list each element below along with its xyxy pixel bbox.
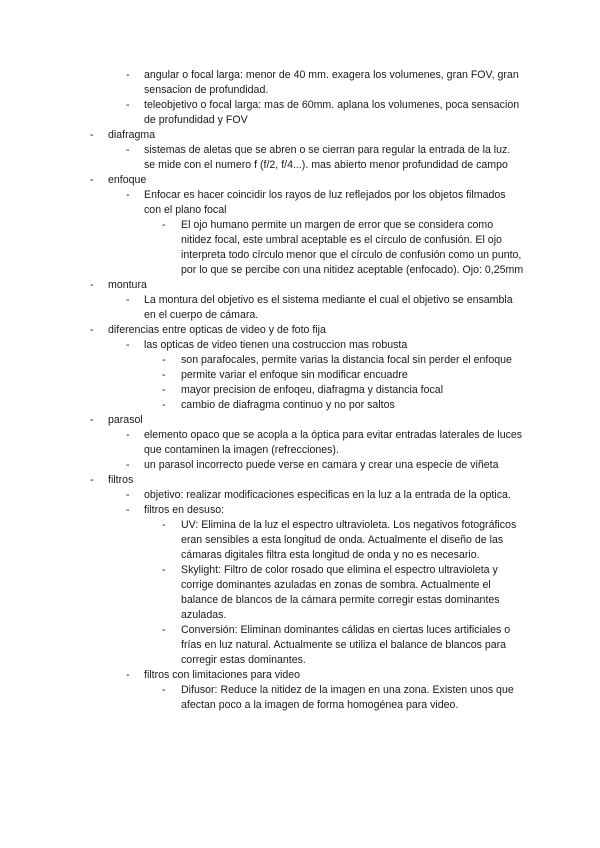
bullet-dash: - [90, 324, 94, 336]
bullet-dash: - [126, 669, 130, 681]
list-item [0, 293, 524, 323]
list-item-text: La montura del objetivo es el sistema mediante el cual el objetivo se ensambla en el cuerpo de cámara. [144, 294, 513, 321]
bullet-dash: - [90, 474, 94, 486]
bullet-dash: - [126, 489, 130, 501]
bullet-dash: - [162, 369, 166, 381]
bullet-dash: - [126, 69, 130, 81]
bullet-dash: - [162, 519, 166, 531]
section-heading: enfoque [108, 174, 147, 186]
bullet-dash: - [162, 219, 166, 231]
list-item [0, 353, 526, 368]
list-item [0, 683, 526, 713]
list-item-text: elemento opaco que se acopla a la óptica para evitar entradas laterales de luces que contaminen la imagen (refrecciones). [144, 429, 523, 456]
list-item [0, 488, 524, 503]
list-item [0, 458, 524, 473]
section-heading: parasol [108, 414, 143, 426]
list-item-text: El ojo humano permite un margen de error que se considera como nitidez focal, este umbral aceptable es el círculo de confusión. El ojo interpreta todo círculo menor que el círculo de confusión como un punto, por lo que se percibe con una nitidez aceptable (enfocado). Ojo: 0,25mm [181, 219, 524, 276]
section-heading: diafragma [108, 129, 156, 141]
section-heading: montura [108, 279, 147, 291]
list-item [0, 383, 526, 398]
list-item-text: filtros en desuso: [144, 504, 225, 516]
bullet-dash: - [90, 129, 94, 141]
bullet-dash: - [162, 564, 166, 576]
list-item [0, 323, 524, 338]
bullet-dash: - [126, 99, 130, 111]
bullet-dash: - [90, 279, 94, 291]
bullet-dash: - [126, 429, 130, 441]
list-item [0, 368, 526, 383]
list-item [0, 668, 524, 683]
bullet-dash: - [126, 144, 130, 156]
list-item-text: sistemas de aletas que se abren o se cierran para regular la entrada de la luz. se mide con el numero f (f/2, f/4...). mas abierto menor profundidad de campo [144, 144, 511, 171]
list-item-text: son parafocales, permite varias la distancia focal sin perder el enfoque [181, 354, 512, 366]
list-item-text: angular o focal larga: menor de 40 mm. exagera los volumenes, gran FOV, gran sensacion de profundidad. [144, 69, 519, 96]
list-item [0, 143, 524, 173]
list-item [0, 173, 524, 188]
list-item-text: Enfocar es hacer coincidir los rayos de luz reflejados por los objetos filmados con el plano focal [144, 189, 506, 216]
bullet-dash: - [162, 684, 166, 696]
list-item-text: permite variar el enfoque sin modificar encuadre [181, 369, 408, 381]
list-item [0, 218, 526, 278]
section-heading: diferencias entre opticas de video y de foto fija [108, 324, 326, 336]
list-item [0, 128, 524, 143]
bullet-dash: - [162, 354, 166, 366]
list-item [0, 503, 524, 518]
list-item-text: filtros con limitaciones para video [144, 669, 301, 681]
list-item-text: mayor precision de enfoqeu, diafragma y distancia focal [181, 384, 444, 396]
bullet-dash: - [162, 624, 166, 636]
list-item [0, 188, 524, 218]
document-page [0, 68, 600, 713]
list-item [0, 563, 526, 623]
list-item-text: teleobjetivo o focal larga: mas de 60mm. aplana los volumenes, poca sensacion de profundidad y FOV [144, 99, 520, 126]
list-item [0, 278, 524, 293]
list-item [0, 413, 524, 428]
list-item [0, 98, 524, 128]
list-item [0, 623, 526, 668]
bullet-dash: - [126, 339, 130, 351]
list-item-text: cambio de diafragma continuo y no por saltos [181, 399, 395, 411]
list-item [0, 473, 524, 488]
bullet-dash: - [126, 294, 130, 306]
list-item [0, 428, 524, 458]
list-item-text: un parasol incorrecto puede verse en camara y crear una especie de viñeta [144, 459, 499, 471]
bullet-dash: - [126, 189, 130, 201]
list-item-text: objetivo: realizar modificaciones especificas en la luz a la entrada de la optica. [144, 489, 511, 501]
list-item [0, 518, 526, 563]
list-item [0, 398, 526, 413]
list-item [0, 338, 524, 353]
section-heading: filtros [108, 474, 134, 486]
bullet-dash: - [90, 414, 94, 426]
bullet-dash: - [162, 384, 166, 396]
list-item-text: Conversión: Eliminan dominantes cálidas en ciertas luces artificiales o frías en luz natural. Actualmente se utiliza el balance de blancos para corregir estas dominantes. [181, 624, 511, 666]
bullet-dash: - [162, 399, 166, 411]
bullet-dash: - [90, 174, 94, 186]
bullet-dash: - [126, 459, 130, 471]
bullet-dash: - [126, 504, 130, 516]
list-item-text: las opticas de video tienen una costruccion mas robusta [144, 339, 408, 351]
list-item-text: UV: Elimina de la luz el espectro ultravioleta. Los negativos fotográficos eran sensibles a esta longitud de onda. Actualmente el diseño de las cámaras digitales filtra esta longitud de onda y no es necesario. [181, 519, 517, 561]
list-item-text: Difusor: Reduce la nitidez de la imagen en una zona. Existen unos que afectan poco a la imagen de forma homogénea para video. [181, 684, 514, 711]
list-item [0, 68, 524, 98]
list-item-text: Skylight: Filtro de color rosado que elimina el espectro ultravioleta y corrige dominantes azuladas en zonas de sombra. Actualmente el balance de blancos de la cámara permite corregir estas dominantes azuladas. [181, 564, 500, 621]
